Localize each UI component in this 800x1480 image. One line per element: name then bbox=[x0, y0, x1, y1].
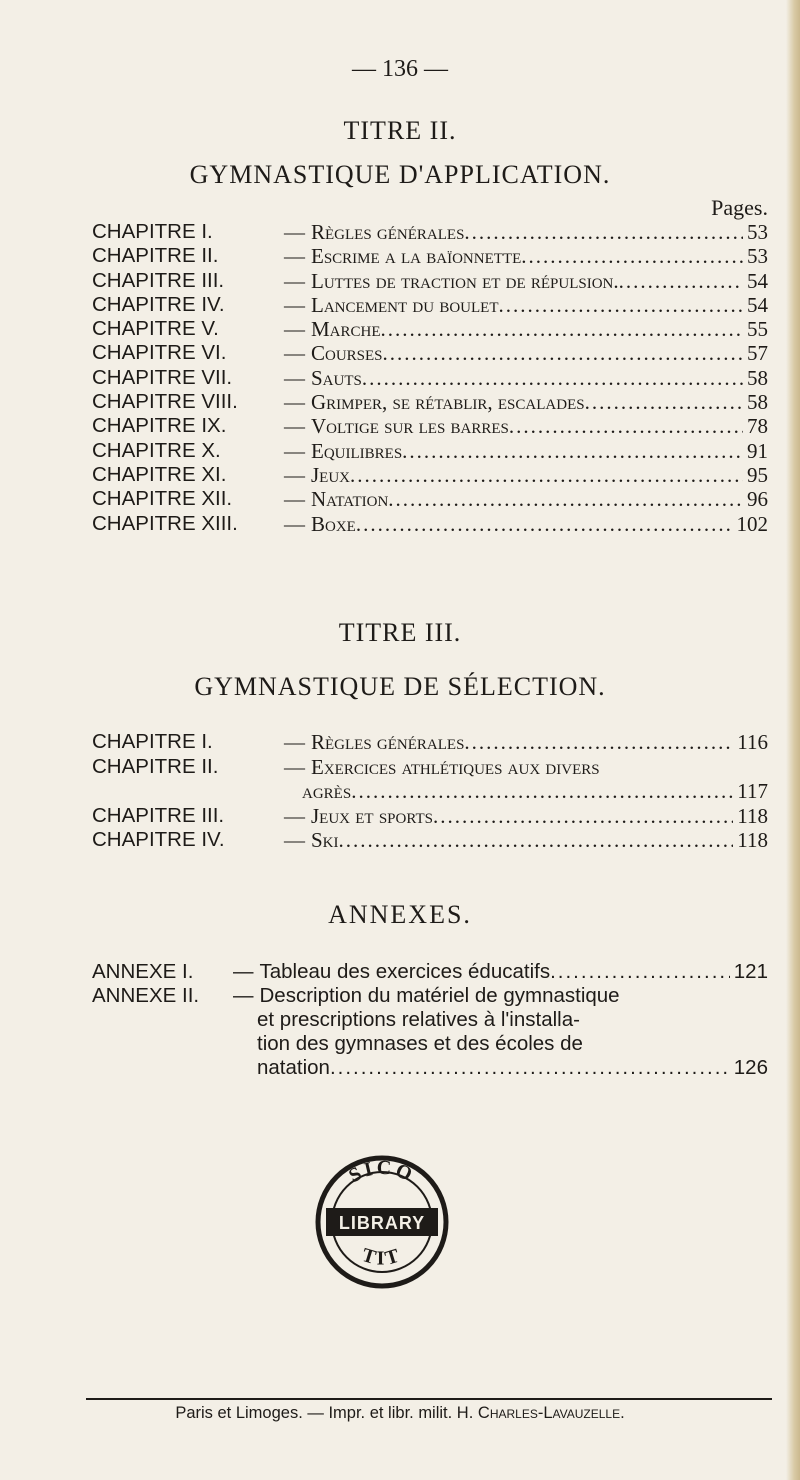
page-ref: 121 bbox=[733, 960, 768, 983]
chapter-title: Règles générales bbox=[311, 730, 465, 754]
chapter-title: Exercices athlétiques aux divers bbox=[311, 754, 600, 779]
chapter-title: Natation bbox=[311, 487, 389, 512]
toc-row: CHAPITRE V. — Marche ..... 55 bbox=[92, 317, 768, 341]
chapter-label: CHAPITRE IV. bbox=[92, 828, 225, 851]
footer-rule bbox=[86, 1398, 772, 1400]
titre2-heading: TITRE II. bbox=[343, 116, 457, 145]
footer-text: Paris et Limoges. — Impr. et libr. milit. H. bbox=[175, 1404, 478, 1422]
page-ref: 95 bbox=[747, 462, 768, 487]
annex-title-line: et prescriptions relatives à l'installa- bbox=[257, 1008, 580, 1031]
chapter-label: CHAPITRE I. bbox=[92, 220, 213, 243]
page-ref: 54 bbox=[747, 292, 768, 317]
toc-row: CHAPITRE IX. — Voltige sur les barres ..... 78 bbox=[92, 414, 768, 438]
toc-row: CHAPITRE XIII. — Boxe ..... 102 bbox=[92, 512, 768, 536]
chapter-label: CHAPITRE IV. bbox=[92, 292, 225, 316]
toc-row: CHAPITRE I. — Règles générales ..... 116 bbox=[92, 730, 768, 755]
page-ref: 118 bbox=[737, 828, 768, 852]
chapter-label: CHAPITRE XIII. bbox=[92, 511, 238, 535]
toc-row: CHAPITRE XI. — Jeux ..... 95 bbox=[92, 463, 768, 487]
page-ref: 117 bbox=[737, 779, 768, 803]
page-ref: 126 bbox=[733, 1056, 768, 1079]
titre2-subheading: GYMNASTIQUE D'APPLICATION. bbox=[189, 160, 611, 189]
toc-row: CHAPITRE IV. — Lancement du boulet ..... 54 bbox=[92, 293, 768, 317]
toc-row: CHAPITRE III. — Luttes de traction et de répulsion. ..... 54 bbox=[92, 269, 768, 293]
chapter-label: CHAPITRE II. bbox=[92, 244, 219, 268]
page-ref: 58 bbox=[747, 390, 768, 415]
stamp-center-text: LIBRARY bbox=[338, 1213, 426, 1233]
chapter-title: Ski bbox=[311, 828, 339, 852]
pages-column-label: Pages. bbox=[711, 195, 768, 220]
chapter-label: CHAPITRE XI. bbox=[92, 462, 227, 486]
chapter-title: Courses bbox=[311, 341, 383, 366]
annex-title: Tableau des exercices éducatifs bbox=[259, 960, 551, 983]
page-ref: 53 bbox=[747, 220, 768, 244]
footer-printer-name: Charles-Lavauzelle. bbox=[477, 1404, 625, 1422]
chapter-label: CHAPITRE II. bbox=[92, 754, 219, 778]
chapter-title: Luttes de traction et de répulsion. bbox=[311, 268, 619, 293]
annex-title-line: tion des gymnases et des écoles de bbox=[257, 1032, 583, 1055]
chapter-title: Voltige sur les barres bbox=[311, 414, 509, 439]
chapter-title: Jeux et sports bbox=[311, 803, 433, 828]
svg-text:TIT bbox=[359, 1244, 404, 1270]
chapter-title: Sauts bbox=[311, 365, 362, 390]
chapter-title: Règles générales bbox=[311, 220, 465, 244]
chapter-label: CHAPITRE III. bbox=[92, 268, 225, 292]
toc-row: CHAPITRE III. — Jeux et sports ..... 118 bbox=[92, 804, 768, 829]
chapter-label: CHAPITRE III. bbox=[92, 803, 225, 827]
page-ref: 118 bbox=[737, 803, 768, 828]
chapter-title-continuation: agrès bbox=[302, 779, 352, 803]
page-number: — 136 — bbox=[352, 56, 448, 82]
toc-row: CHAPITRE VII. — Sauts ..... 58 bbox=[92, 366, 768, 390]
chapter-title: Equilibres bbox=[311, 438, 403, 463]
page-ref: 55 bbox=[747, 317, 768, 342]
toc-row: CHAPITRE I. — Règles générales ..... 53 bbox=[92, 220, 768, 244]
toc-row: CHAPITRE VIII. — Grimper, se rétablir, escalades ..... 58 bbox=[92, 390, 768, 414]
chapter-title: Marche bbox=[311, 317, 381, 342]
page-ref: 78 bbox=[747, 414, 768, 439]
printer-footer bbox=[0, 1404, 800, 1423]
titre3-heading: TITRE III. bbox=[338, 618, 462, 647]
page-ref: 57 bbox=[747, 341, 768, 366]
page-ref: 91 bbox=[747, 438, 768, 463]
chapter-title: Lancement du boulet bbox=[311, 292, 499, 317]
toc-row: CHAPITRE VI. — Courses ..... 57 bbox=[92, 341, 768, 365]
titre3-subheading: GYMNASTIQUE DE SÉLECTION. bbox=[194, 672, 606, 701]
library-stamp bbox=[312, 1152, 452, 1292]
page-ref: 53 bbox=[747, 244, 768, 269]
chapter-label: CHAPITRE V. bbox=[92, 317, 219, 341]
annex-title-last-line: natation bbox=[257, 1056, 330, 1079]
annexes-heading: ANNEXES. bbox=[328, 900, 472, 929]
chapter-title: Escrime a la baïonnette bbox=[311, 244, 522, 269]
chapter-label: CHAPITRE VI. bbox=[92, 341, 227, 365]
chapter-label: CHAPITRE X. bbox=[92, 438, 221, 462]
page-ref: 116 bbox=[737, 730, 768, 754]
page-ref: 102 bbox=[736, 511, 768, 536]
chapter-label: CHAPITRE VIII. bbox=[92, 390, 238, 414]
chapter-label: CHAPITRE XII. bbox=[92, 487, 233, 511]
annex-row: ANNEXE I. — Tableau des exercices éducatifs ..... 121 bbox=[92, 960, 768, 984]
chapter-title: Jeux bbox=[311, 462, 350, 487]
titre2-toc bbox=[92, 220, 768, 536]
stamp-bottom-text: TIT bbox=[359, 1243, 405, 1270]
chapter-label: CHAPITRE IX. bbox=[92, 414, 227, 438]
toc-row bbox=[92, 779, 768, 804]
chapter-label: CHAPITRE I. bbox=[92, 730, 213, 753]
annex-label: ANNEXE I. bbox=[92, 960, 194, 983]
chapter-label: CHAPITRE VII. bbox=[92, 365, 233, 389]
chapter-title: Boxe bbox=[311, 511, 356, 536]
titre3-toc bbox=[92, 730, 768, 853]
chapter-title: Grimper, se rétablir, escalades bbox=[311, 390, 585, 415]
stamp-top-text: SICO bbox=[345, 1156, 419, 1188]
toc-row: CHAPITRE X. — Equilibres ..... 91 bbox=[92, 439, 768, 463]
annex-label: ANNEXE II. bbox=[92, 984, 200, 1007]
toc-row: CHAPITRE XII. — Natation ..... 96 bbox=[92, 487, 768, 511]
toc-row: CHAPITRE IV. — Ski ..... 118 bbox=[92, 828, 768, 853]
page-edge-shadow bbox=[786, 0, 800, 1480]
annexes-list bbox=[92, 960, 768, 1080]
page-ref: 96 bbox=[747, 487, 768, 512]
toc-row: CHAPITRE II. — Exercices athlétiques aux divers bbox=[92, 754, 600, 779]
page-ref: 54 bbox=[747, 268, 768, 293]
annex-title-line: Description du matériel de gymnastique bbox=[259, 984, 620, 1007]
toc-row: CHAPITRE II. — Escrime a la baïonnette ..... 53 bbox=[92, 244, 768, 268]
page-ref: 58 bbox=[747, 365, 768, 390]
annex-row: ANNEXE II. — Description du matériel de gymnastique bbox=[92, 984, 620, 1007]
annex-row bbox=[92, 1056, 768, 1080]
